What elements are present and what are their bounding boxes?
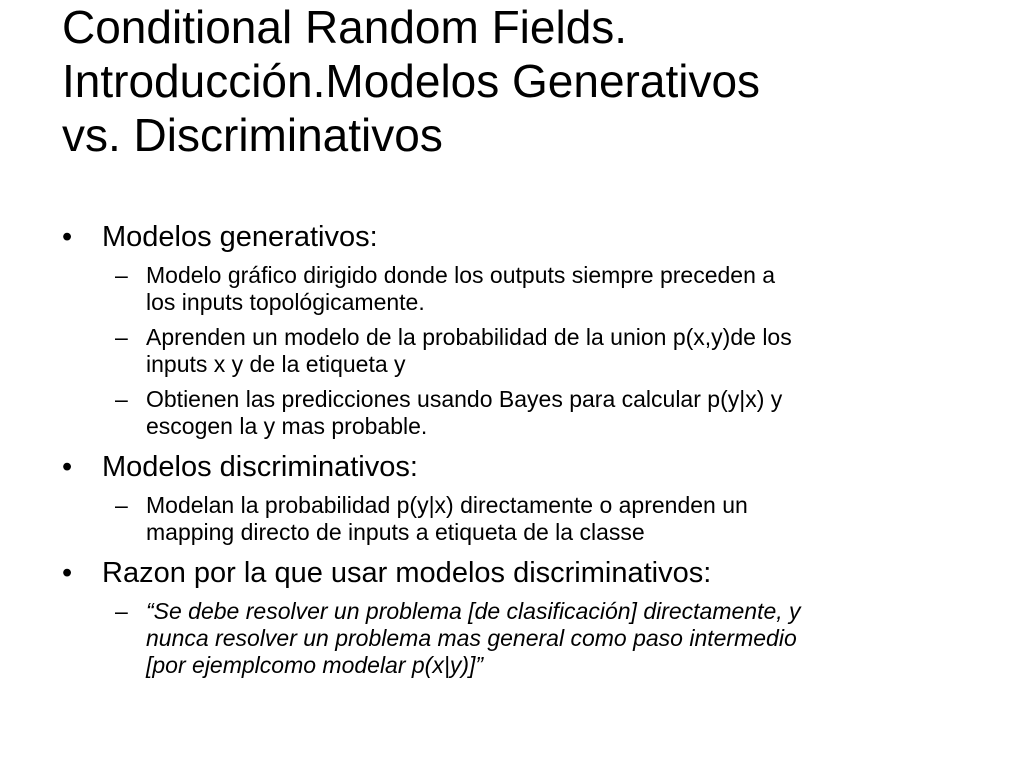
sub-bullet-line: Modelan la probabilidad p(y|x) directamente o aprenden un [146,492,748,518]
bullet-discriminative-models [62,450,962,484]
slide-title [62,0,1002,162]
title-line-2: Introducción.Modelos Generativos [62,55,761,107]
dash-marker: – [115,386,128,412]
sub-bullet [62,262,946,316]
sub-bullet-quote [62,598,946,679]
dash-marker: – [115,598,128,624]
title-line-3: vs. Discriminativos [62,109,443,161]
sub-bullet-line: Modelo gráfico dirigido donde los outputs siempre preceden a [146,262,776,288]
dash-marker: – [115,492,128,518]
quote-line: nunca resolver un problema mas general como paso intermedio [146,625,797,651]
bullet-marker: • [62,557,73,589]
sub-bullet-line: los inputs topológicamente. [146,289,425,315]
bullet-reason-discriminative [62,556,962,590]
dash-marker: – [115,324,128,350]
quote-line: “Se debe resolver un problema [de clasificación] directamente, y [146,598,801,624]
dash-marker: – [115,262,128,288]
slide-body [62,220,962,679]
bullet-marker: • [62,221,73,253]
bullet-text: Modelos generativos: [102,221,378,253]
sub-bullet [62,386,946,440]
sub-bullet-line: mapping directo de inputs a etiqueta de la classe [146,519,645,545]
bullet-generative-models [62,220,962,254]
sub-bullet [62,324,946,378]
sub-bullet-line: inputs x y de la etiqueta y [146,351,406,377]
quote-line: [por ejemplcomo modelar p(x|y)]” [146,652,484,678]
bullet-marker: • [62,451,73,483]
title-line-1: Conditional Random Fields. [62,1,628,53]
sub-bullet-line: escogen la y mas probable. [146,413,428,439]
sub-bullet [62,492,946,546]
bullet-text: Modelos discriminativos: [102,451,418,483]
bullet-text: Razon por la que usar modelos discriminativos: [102,557,712,589]
sub-bullet-line: Aprenden un modelo de la probabilidad de la union p(x,y)de los [146,324,792,350]
sub-bullet-line: Obtienen las predicciones usando Bayes para calcular p(y|x) y [146,386,783,412]
